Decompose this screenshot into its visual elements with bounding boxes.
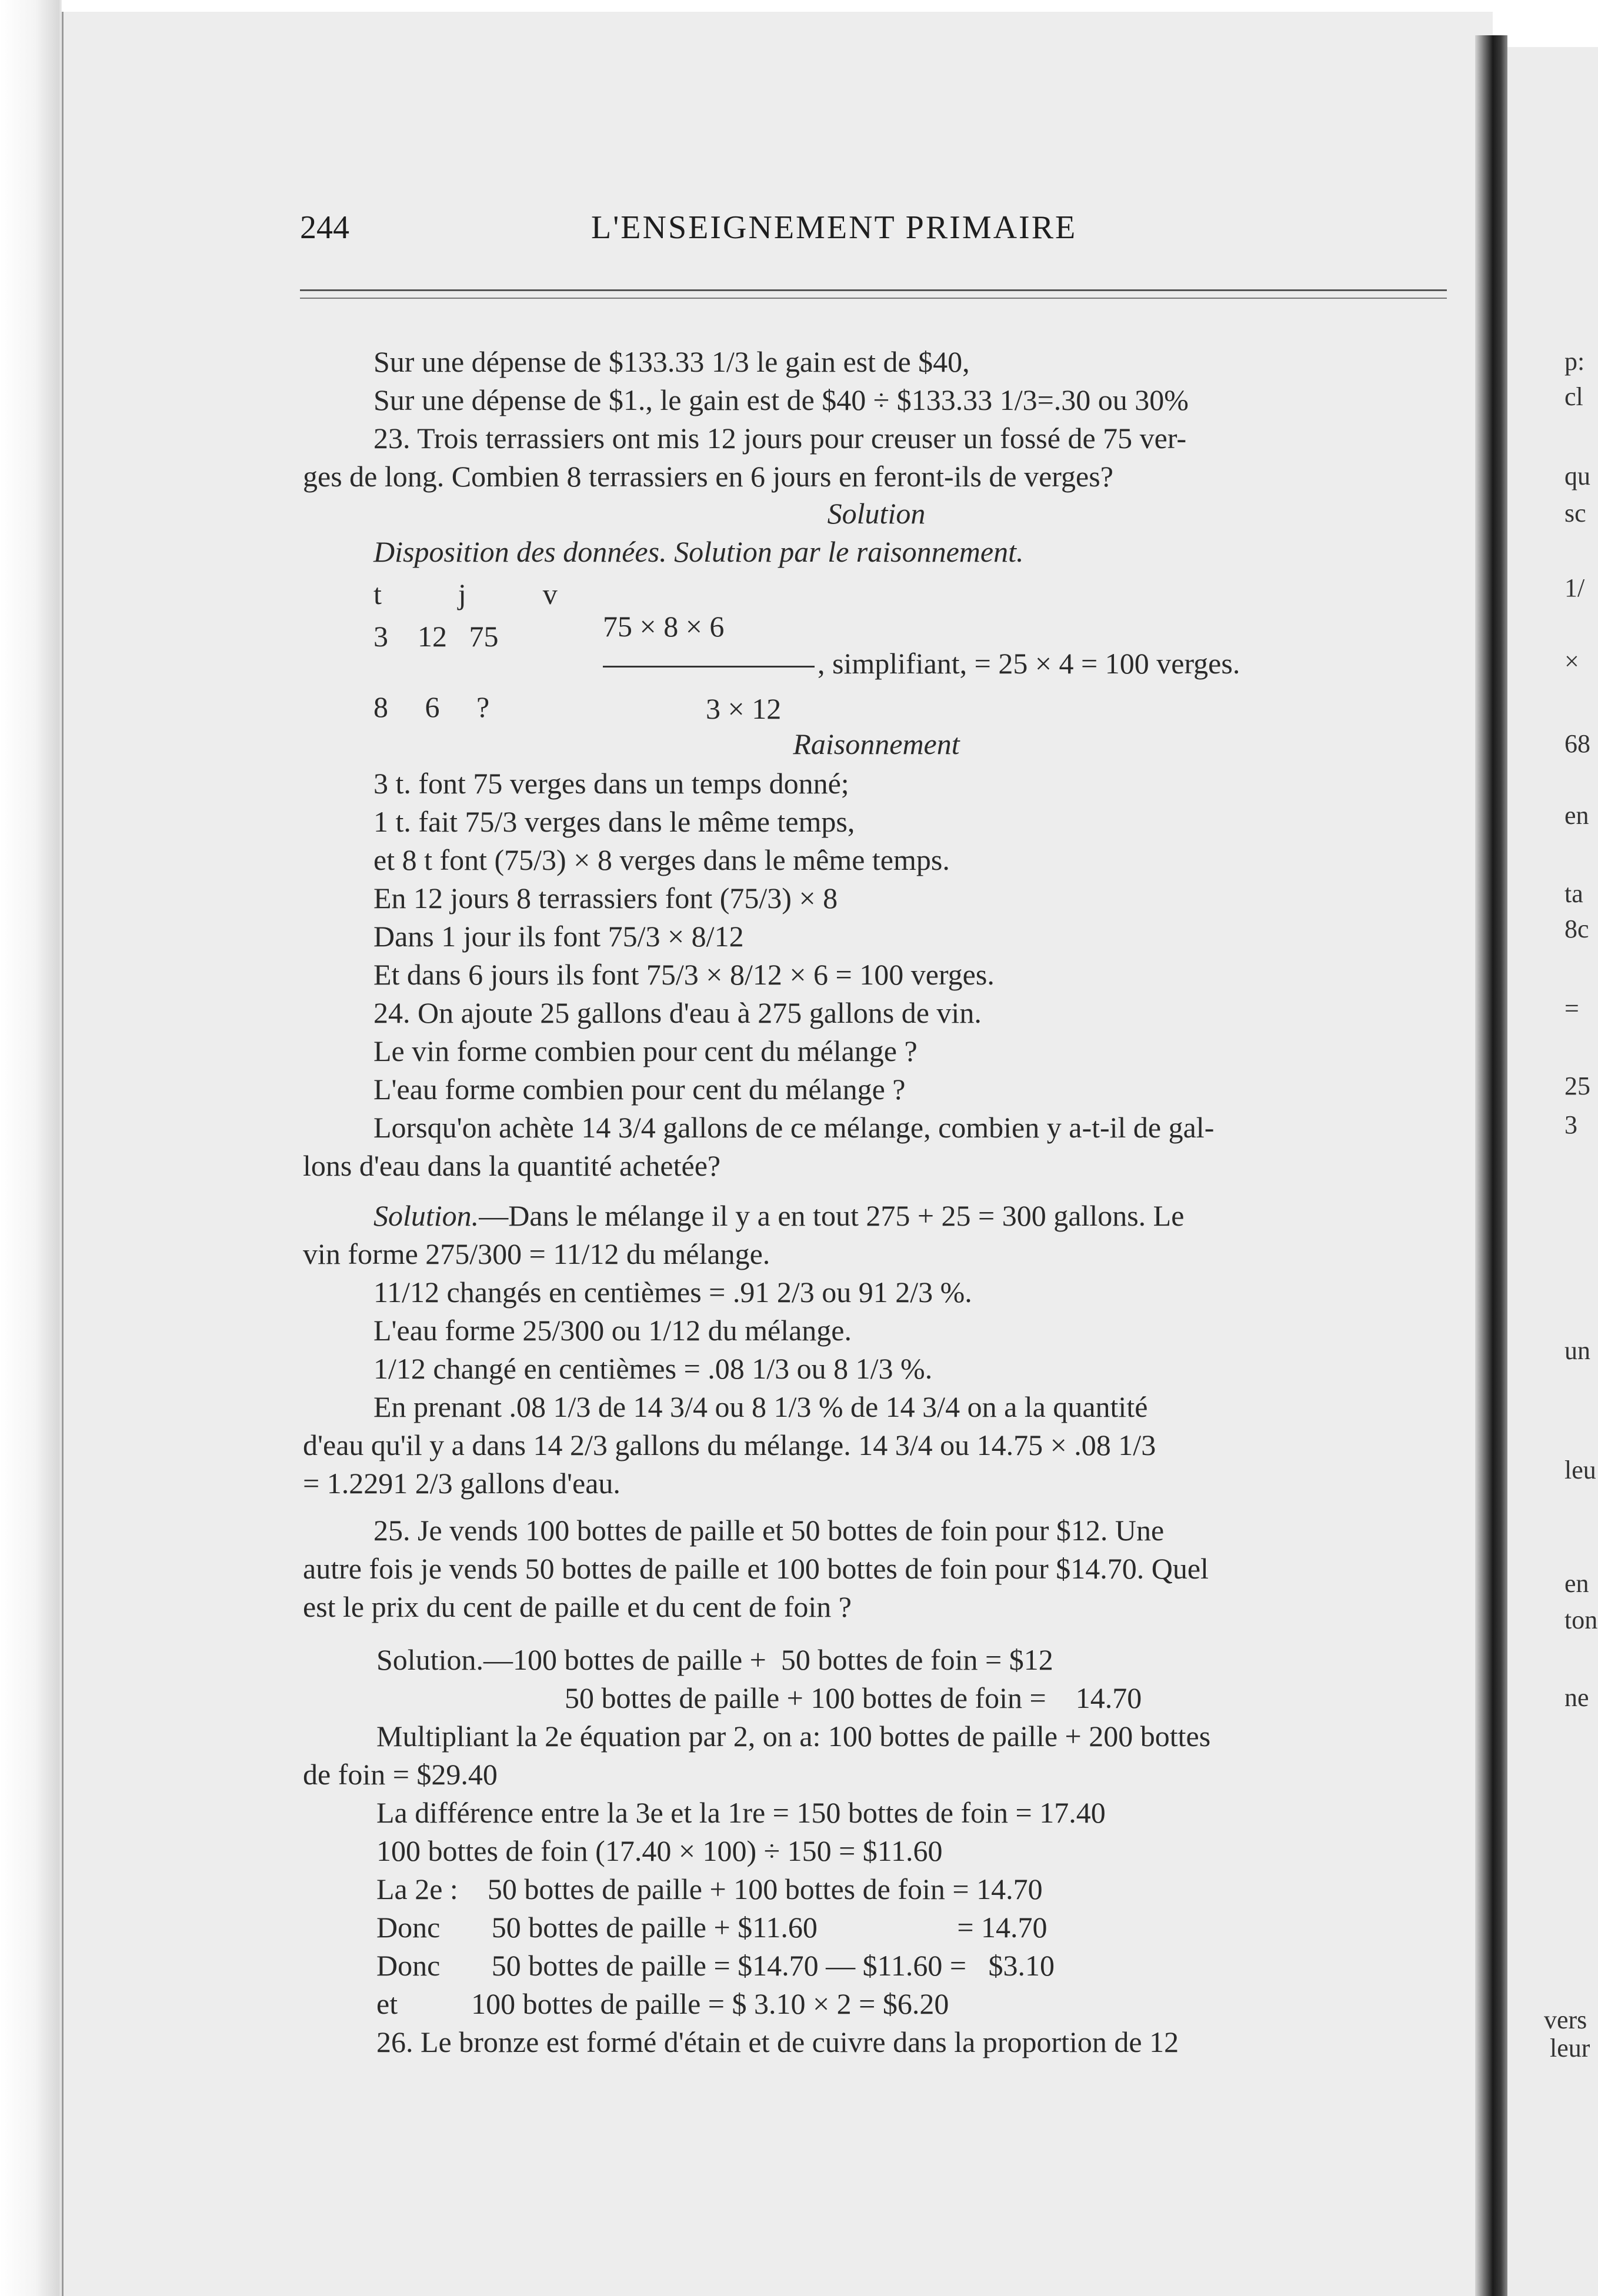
right-page-fragment: vers: [1544, 2005, 1587, 2034]
text-line: 1 t. fait 75/3 verges dans le même temps,: [373, 805, 855, 838]
text-line: Sur une dépense de $1., le gain est de $40 ÷ $133.33 1/3=.30 ou 30%: [373, 383, 1189, 416]
text-line: est le prix du cent de paille et du cent de foin ?: [303, 1590, 852, 1623]
right-page-fragment: un: [1564, 1336, 1590, 1365]
text-line: 26. Le bronze est formé d'étain et de cuivre dans la proportion de 12: [376, 2025, 1179, 2058]
section-heading-raisonnement: Raisonnement: [793, 727, 960, 760]
right-page-fragment: ×: [1564, 647, 1579, 676]
data-row: 3 12 75: [373, 620, 499, 653]
text-line: = 1.2291 2/3 gallons d'eau.: [303, 1467, 620, 1500]
text-line: En 12 jours 8 terrassiers font (75/3) × 8: [373, 882, 838, 915]
solution-label: Solution.: [373, 1199, 479, 1232]
equation-line: Donc 50 bottes de paille + $11.60 = 14.70: [376, 1911, 1047, 1944]
left-margin-shadow: [0, 0, 62, 2296]
data-column-headers: t j v: [373, 578, 558, 610]
right-page-fragment: p:: [1564, 347, 1585, 376]
book-gutter: [1475, 35, 1507, 2296]
equation-line: Solution.—100 bottes de paille + 50 bottes de foin = $12: [376, 1643, 1053, 1676]
equation-line: et 100 bottes de paille = $ 3.10 × 2 = $6.20: [376, 1987, 949, 2020]
text-line: et 8 t font (75/3) × 8 verges dans le même temps.: [373, 843, 950, 876]
text-line: vin forme 275/300 = 11/12 du mélange.: [303, 1237, 770, 1270]
header-rule-secondary: [300, 298, 1447, 299]
text-line: Solution.—Dans le mélange il y a en tout 275 + 25 = 300 gallons. Le: [373, 1199, 1185, 1232]
text-line: 25. Je vends 100 bottes de paille et 50 bottes de foin pour $12. Une: [373, 1514, 1165, 1547]
text-line: lons d'eau dans la quantité achetée?: [303, 1149, 721, 1182]
fraction-denominator: 3 × 12: [706, 692, 782, 725]
text-line: Et dans 6 jours ils font 75/3 × 8/12 × 6 = 100 verges.: [373, 958, 995, 991]
right-page-fragment: leur: [1550, 2034, 1590, 2063]
running-title: L'ENSEIGNEMENT PRIMAIRE: [591, 209, 1077, 246]
right-page-fragment: ton: [1564, 1606, 1598, 1634]
text-line: L'eau forme 25/300 ou 1/12 du mélange.: [373, 1314, 852, 1347]
page-number: 244: [300, 209, 349, 246]
text-line: La différence entre la 3e et la 1re = 150 bottes de foin = 17.40: [376, 1796, 1106, 1829]
text-line: L'eau forme combien pour cent du mélange ?: [373, 1073, 906, 1106]
text-line: 24. On ajoute 25 gallons d'eau à 275 gallons de vin.: [373, 996, 982, 1029]
section-heading-solution: Solution: [827, 497, 926, 530]
text-line: autre fois je vends 50 bottes de paille et 100 bottes de foin pour $14.70. Quel: [303, 1552, 1209, 1585]
page-header: [300, 209, 1447, 256]
right-page-fragment: qu: [1564, 462, 1590, 490]
text-line: Multipliant la 2e équation par 2, on a: 100 bottes de paille + 200 bottes: [376, 1720, 1211, 1753]
right-page-fragment: 25: [1564, 1072, 1590, 1100]
text-line: 1/12 changé en centièmes = .08 1/3 ou 8 1/3 %.: [373, 1352, 933, 1385]
right-page-fragment: 8c: [1564, 915, 1589, 943]
fraction-result: , simplifiant, = 25 × 4 = 100 verges.: [818, 647, 1240, 680]
text-line: Le vin forme combien pour cent du mélange ?: [373, 1034, 918, 1067]
right-page-fragment: en: [1564, 801, 1589, 830]
text-line: 23. Trois terrassiers ont mis 12 jours pour creuser un fossé de 75 ver-: [373, 422, 1187, 455]
right-page-fragment: 68: [1564, 729, 1590, 758]
right-page-fragment: sc: [1564, 499, 1586, 528]
text-line: Disposition des données. Solution par le raisonnement.: [373, 535, 1024, 568]
text-line: d'eau qu'il y a dans 14 2/3 gallons du mélange. 14 3/4 ou 14.75 × .08 1/3: [303, 1429, 1156, 1461]
text-line: Sur une dépense de $133.33 1/3 le gain est de $40,: [373, 345, 970, 378]
data-row: 8 6 ?: [373, 690, 490, 723]
right-page-fragment: ne: [1564, 1683, 1589, 1712]
right-page-fragment: leu: [1564, 1456, 1596, 1484]
equation-line: 50 bottes de paille + 100 bottes de foin = 14.70: [565, 1681, 1142, 1714]
right-page-fragment: en: [1564, 1569, 1589, 1598]
text-line: 3 t. font 75 verges dans un temps donné;: [373, 767, 849, 800]
right-page-fragment: 3: [1564, 1110, 1577, 1139]
right-page-fragment: =: [1564, 994, 1579, 1023]
text-line: Dans 1 jour ils font 75/3 × 8/12: [373, 920, 744, 953]
text-line: de foin = $29.40: [303, 1758, 498, 1791]
text-line: En prenant .08 1/3 de 14 3/4 ou 8 1/3 % de 14 3/4 on a la quantité: [373, 1390, 1148, 1423]
fraction-bar: [603, 666, 815, 668]
text-line: 11/12 changés en centièmes = .91 2/3 ou 91 2/3 %.: [373, 1276, 972, 1309]
right-page-fragment: 1/: [1564, 573, 1585, 602]
equation-line: La 2e : 50 bottes de paille + 100 bottes de foin = 14.70: [376, 1873, 1043, 1905]
fraction-numerator: 75 × 8 × 6: [603, 610, 725, 643]
equation-line: Donc 50 bottes de paille = $14.70 — $11.60 = $3.10: [376, 1949, 1055, 1982]
text-line: Lorsqu'on achète 14 3/4 gallons de ce mélange, combien y a-t-il de gal-: [373, 1111, 1215, 1144]
right-page-edge: [1507, 47, 1598, 2296]
right-page-fragment: ta: [1564, 879, 1583, 908]
text-line: 100 bottes de foin (17.40 × 100) ÷ 150 = $11.60: [376, 1834, 943, 1867]
text-line: ges de long. Combien 8 terrassiers en 6 jours en feront-ils de verges?: [303, 460, 1113, 493]
right-page-fragment: cl: [1564, 382, 1583, 411]
header-rule: [300, 289, 1447, 291]
